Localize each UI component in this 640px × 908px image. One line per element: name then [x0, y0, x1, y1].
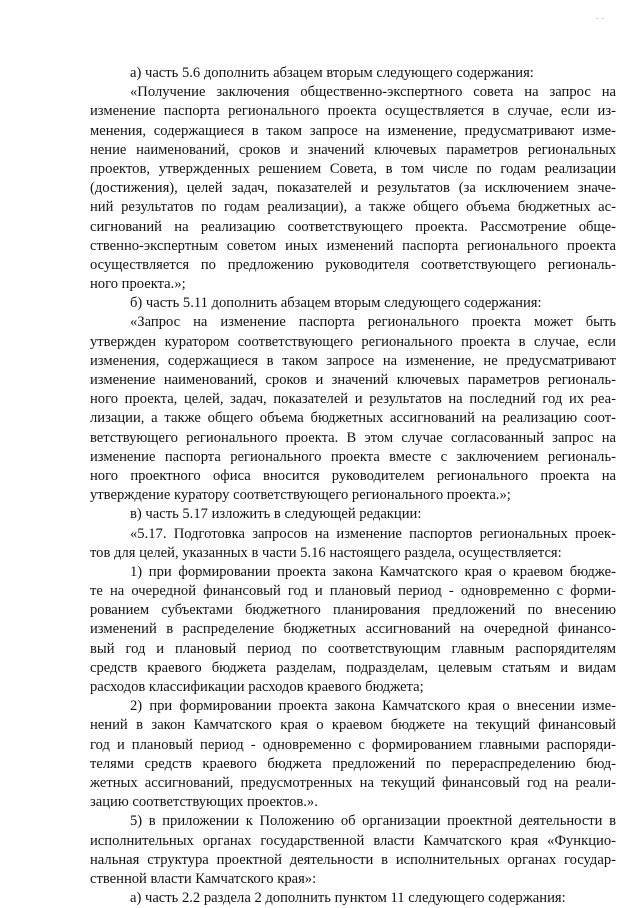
text-line: ного проекта, целей, задач, показателей и результатов на последний год их реа- [90, 391, 616, 408]
text-line: (достижения), целей задач, показателей и результатов (за исключением значе- [90, 180, 616, 197]
text-line: лизации, а также общего объема бюджетных ассигнований на реализацию соот- [90, 410, 616, 427]
text-line: «Запрос на изменение паспорта регионального проекта может быть [130, 314, 616, 331]
text-line: изменение наименований, сроков и значений ключевых параметров региональ- [90, 372, 616, 388]
text-line: расходов классификации расходов краевого бюджета; [90, 679, 424, 695]
text-line: нений в закон Камчатского края о краевом бюджете на текущий финансовый [90, 717, 616, 734]
text-line: жетных ассигнований, предусмотренных на текущий финансовый год на реали- [90, 774, 616, 791]
text-line: проектов, утвержденных решением Совета, в том числе по годам реализации [90, 160, 616, 177]
text-line: утвержден куратором соответствующего регионального проекта в случае, если [90, 333, 616, 350]
text-line: 1) при формировании проекта закона Камчатского края о краевом бюдже- [130, 563, 616, 580]
text-line: б) часть 5.11 дополнить абзацем вторым следующего содержания: [130, 295, 542, 312]
text-line: нальная структура проектной деятельности в исполнительных органах государ- [90, 851, 616, 868]
text-line: вый год и плановый период по соответствующим главным распорядителям [90, 640, 616, 657]
text-line: изменения, содержащиеся в таком запросе на изменение, не предусматривают [90, 352, 616, 369]
text-line: изменений в распределение бюджетных ассигнований на очередной финансо- [90, 621, 616, 638]
text-line: изменение паспорта регионального проекта вместе с заключением региональ- [90, 448, 616, 465]
text-line: нение наименований, сроков и значений ключевых параметров региональных [90, 141, 616, 158]
text-line: утверждение куратору соответствующего регионального проекта.»; [90, 487, 511, 504]
text-line: осуществляется по предложению руководителя соответствующего региональ- [90, 256, 616, 273]
text-line: ний результатов по годам реализации), а также общего объема бюджетных ас- [90, 199, 616, 216]
text-line: сигнований на реализацию соответствующего проекта. Рассмотрение обще- [90, 218, 616, 235]
text-line: «Получение заключения общественно-экспертного совета на запрос на [130, 84, 616, 101]
text-line: «5.17. Подготовка запросов на изменение паспортов региональных проек- [130, 525, 616, 542]
text-line: в) часть 5.17 изложить в следующей редакции: [130, 506, 422, 523]
page-mark: . . [596, 12, 605, 21]
text-line: ственно-экспертным советом иных изменений паспорта регионального проекта [90, 237, 616, 254]
text-line: те на очередной финансовый год и плановый период - одновременно с форми- [90, 583, 616, 600]
text-line: средств краевого бюджета разделам, подразделам, целевым статьям и видам [90, 659, 616, 676]
text-line: телями средств краевого бюджета предложений по перераспределению бюд- [90, 755, 616, 772]
text-line: тов для целей, указанных в части 5.16 настоящего раздела, осуществляется: [90, 544, 562, 561]
text-line: менения, содержащиеся в таком запросе на изменение, предусматривают изме- [90, 122, 616, 139]
document-body [90, 64, 616, 908]
text-line: изменение паспорта регионального проекта осуществляется в случае, если из- [90, 103, 616, 120]
text-line: а) часть 5.6 дополнить абзацем вторым следующего содержания: [130, 65, 534, 81]
text-line: 5) в приложении к Положению об организации проектной деятельности в [130, 813, 616, 830]
text-line: исполнительных органах государственной власти Камчатского края «Функцио- [90, 832, 616, 849]
text-line: ветствующего регионального проекта. В этом случае согласованный запрос на [90, 429, 616, 446]
text-line: рованием субъектами бюджетного планирования предложений по внесению [90, 602, 616, 619]
text-line: ственной власти Камчатского края»: [90, 870, 317, 887]
text-line: ного проектного офиса вносится руководителем регионального проекта на [90, 467, 616, 484]
text-line: 2) при формировании проекта закона Камчатского края о внесении изме- [130, 698, 616, 715]
text-line: год и плановый период - одновременно с формированием главными распоряди- [90, 736, 616, 753]
text-line: зацию соответствующих проектов.». [90, 794, 318, 811]
text-line: а) часть 2.2 раздела 2 дополнить пунктом 11 следующего содержания: [130, 890, 566, 907]
text-line: ного проекта.»; [90, 276, 186, 293]
